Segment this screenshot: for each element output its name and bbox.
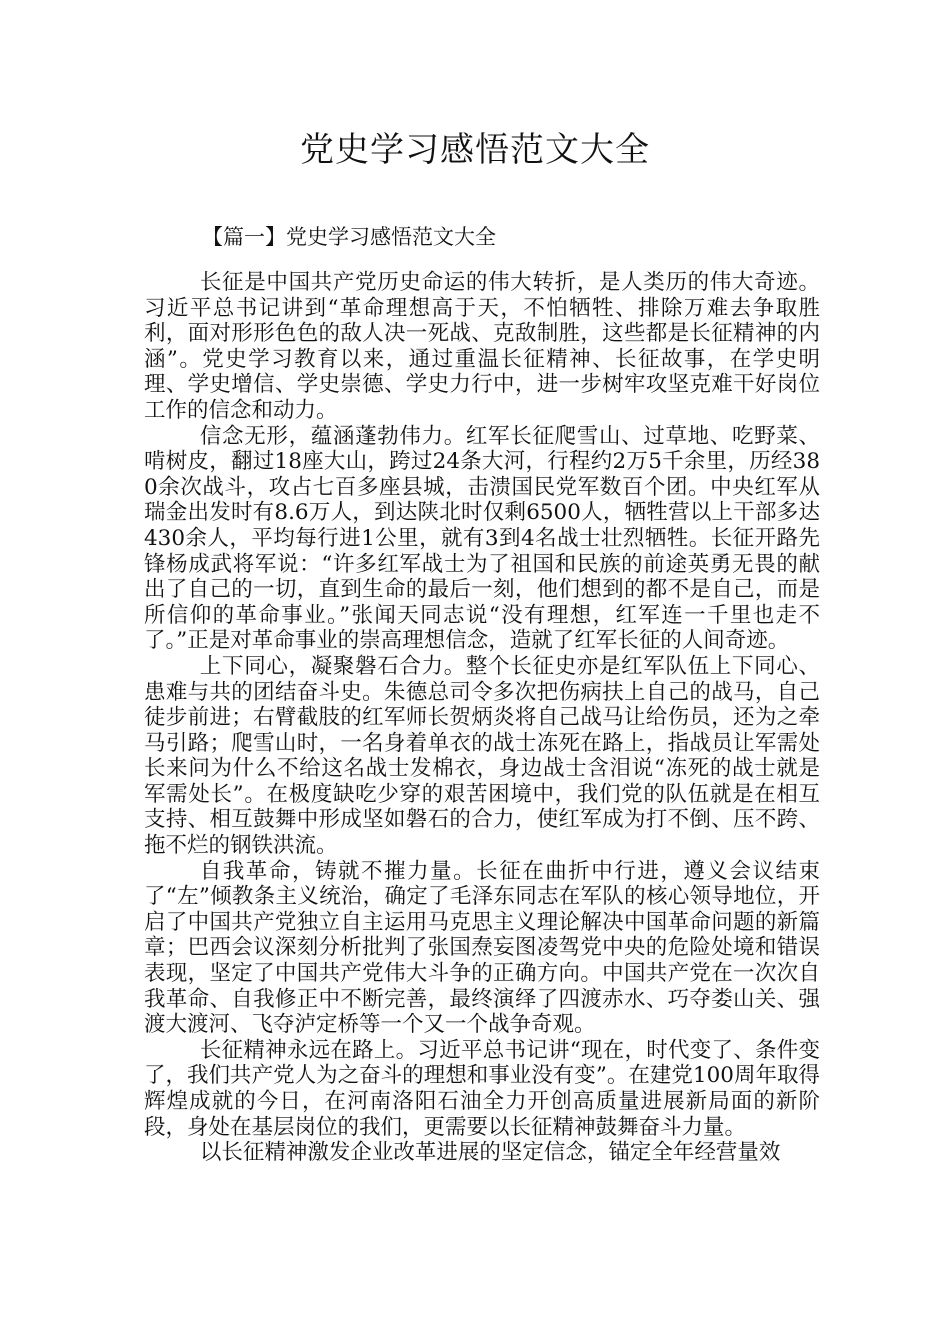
document-body (144, 270, 820, 1166)
paragraph: 长征是中国共产党历史命运的伟大转折，是人类历的伟大奇迹。习近平总书记讲到“革命理想高于天，不怕牺牲、排除万难去争取胜利，面对形形色色的敌人决一死战、克敌制胜，这些都是长征精神的内涵”。党史学习教育以来，通过重温长征精神、长征故事，在学史明理、学史增信、学史崇德、学史力行中，进一步树牢攻坚克难干好岗位工作的信念和动力。 (144, 270, 820, 423)
section-heading: 【篇一】党史学习感悟范文大全 (202, 225, 496, 249)
document-title: 党史学习感悟范文大全 (300, 130, 650, 170)
paragraph: 信念无形，蕴涵蓬勃伟力。红军长征爬雪山、过草地、吃野菜、啃树皮，翻过18座大山，跨过24条大河，行程约2万5千余里，历经380余次战斗，攻占七百多座县城，击溃国民党军数百个团。中央红军从瑞金出发时有8.6万人，到达陕北时仅剩6500人，牺牲营以上干部多达430余人，平均每行进1公里，就有3到4名战士壮烈牺牲。长征开路先锋杨成武将军说：“许多红军战士为了祖国和民族的前途英勇无畏的献出了自己的一切，直到生命的最后一刻，他们想到的都不是自己，而是所信仰的革命事业。”张闻天同志说“没有理想，红军连一千里也走不了。”正是对革命事业的崇高理想信念，造就了红军长征的人间奇迹。 (144, 423, 820, 654)
paragraph: 长征精神永远在路上。习近平总书记讲“现在，时代变了、条件变了，我们共产党人为之奋斗的理想和事业没有变”。在建党100周年取得辉煌成就的今日，在河南洛阳石油全力开创高质量进展新局面的新阶段，身处在基层岗位的我们，更需要以长征精神鼓舞奋斗力量。 (144, 1037, 820, 1140)
paragraph: 以长征精神激发企业改革进展的坚定信念，锚定全年经营量效 (199, 1140, 781, 1166)
paragraph: 自我革命，铸就不摧力量。长征在曲折中行进，遵义会议结束了“左”倾教条主义统治，确定了毛泽东同志在军队的核心领导地位，开启了中国共产党独立自主运用马克思主义理论解决中国革命问题的新篇章；巴西会议深刻分析批判了张国焘妄图凌驾党中央的危险处境和错误表现，坚定了中国共产党伟大斗争的正确方向。中国共产党在一次次自我革命、自我修正中不断完善，最终演绎了四渡赤水、巧夺娄山关、强渡大渡河、飞夺泸定桥等一个又一个战争奇观。 (144, 858, 820, 1038)
paragraph: 上下同心，凝聚磐石合力。整个长征史亦是红军队伍上下同心、患难与共的团结奋斗史。朱德总司令多次把伤病扶上自己的战马，自己徒步前进；右臂截肢的红军师长贺炳炎将自己战马让给伤员，还为之牵马引路；爬雪山时，一名身着单衣的战士冻死在路上，指战员让军需处长来问为什么不给这名战士发棉衣，身边战士含泪说“冻死的战士就是军需处长”。在极度缺吃少穿的艰苦困境中，我们党的队伍就是在相互支持、相互鼓舞中形成坚如磐石的合力，使红军成为打不倒、压不跨、拖不烂的钢铁洪流。 (144, 653, 820, 859)
